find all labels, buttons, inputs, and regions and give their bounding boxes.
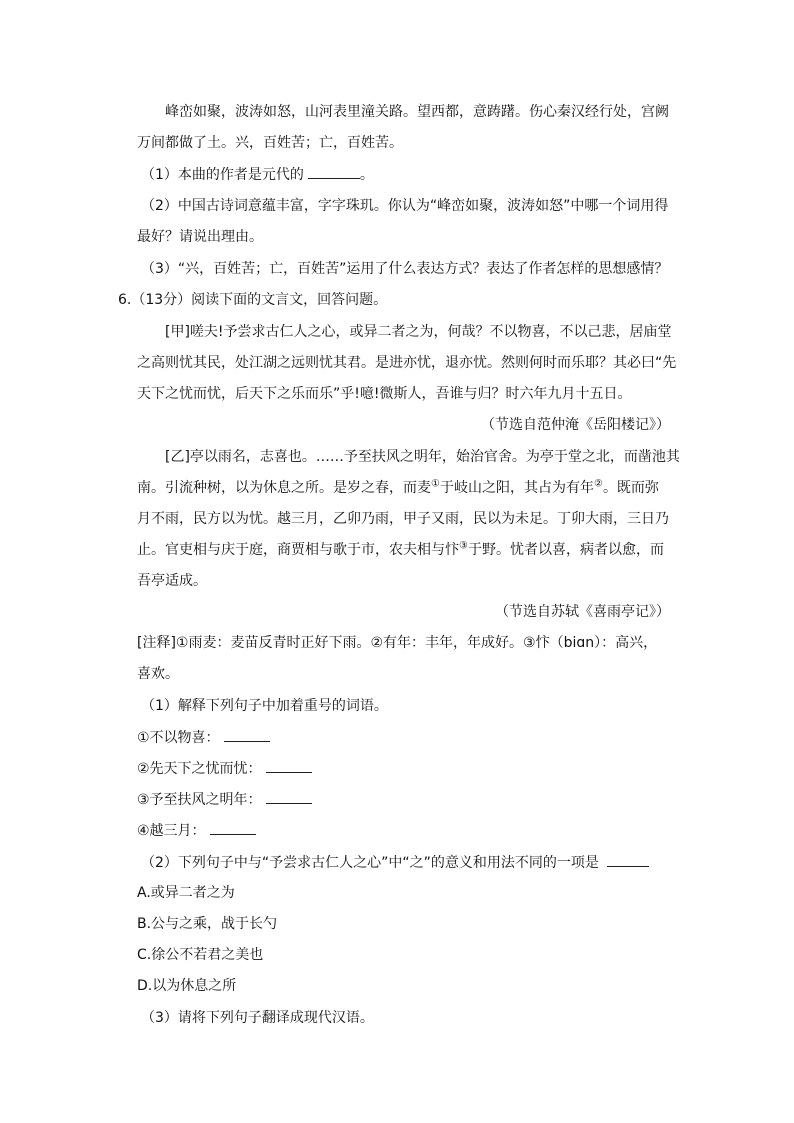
answer-blank [308,164,360,179]
answer-blank [210,820,256,835]
answer-blank [607,852,649,867]
q5-sub2-line: （2）中国古诗词意蕴丰富，字字珠玑。你认为“峰峦如聚，波涛如怒”中哪一个词用得 [141,198,669,214]
item-text: ②先天下之忧而忧： [137,761,262,777]
list-item [137,727,270,748]
passage-yi-text: 止。官吏相与庆于庭，商贾相与歌于市，农夫相与忭 [137,542,459,558]
answer-blank [266,758,312,773]
q6-sub2-text: （2）下列句子中与“予尝求古仁人之心”中“之”的意义和用法不同的一项是 [141,855,599,871]
notes-line: [注释]①雨麦：麦苗反青时正好下雨。②有年：丰年，年成好。③忭（biɑn）：高兴， [137,635,658,651]
list-item [137,789,312,810]
q6-sub1: （1）解释下列句子中加着重号的词语。 [141,698,388,714]
passage-jia-source: （节选自范仲淹《岳阳楼记》） [481,417,670,433]
footnote-marker: ② [593,478,603,490]
item-text: ③予至扶风之明年： [137,792,262,808]
passage-yi-text: 南。引流种树，以为休息之所。是岁之春，而麦 [137,480,431,496]
passage-jia-line: 之高则忧其民，处江湖之远则忧其君。是进亦忧，退亦忧。然则何时而乐耶？其必曰“先 [137,355,677,371]
passage-jia-line: [甲]嗟夫!予尝求古仁人之心，或异二者之为，何哉？不以物喜，不以己悲，居庙堂 [165,324,672,340]
passage-yi-line: 吾亭适成。 [137,573,207,589]
passage-yi-line [137,540,664,560]
passage-yi-text: 于野。忧者以喜，病者以愈，而 [467,542,664,558]
q6-header: 6.（13分）阅读下面的文言文，回答问题。 [118,292,388,308]
poem-line: 万间都做了土。兴，百姓苦；亡，百姓苦。 [137,135,403,151]
q6-sub3: （3）请将下列句子翻译成现代汉语。 [141,1010,374,1026]
passage-jia-line: 天下之忧而忧，后天下之乐而乐”乎!噫!微斯人，吾谁与归？时六年九月十五日。 [137,386,632,402]
footnote-marker: ① [431,478,440,490]
list-item [137,820,256,841]
q5-sub1-end: 。 [359,167,374,183]
passage-yi-line [137,478,659,498]
footnote-marker: ③ [459,540,468,552]
answer-blank [266,789,312,804]
poem-line: 峰峦如聚，波涛如怒，山河表里潼关路。望西都，意踌躇。伤心秦汉经行处，宫阙 [165,104,669,120]
q5-sub2-line: 最好？请说出理由。 [137,229,263,245]
passage-yi-source: （节选自苏轼《喜雨亭记》） [495,604,670,620]
q5-sub3: （3）“兴，百姓苦；亡，百姓苦”运用了什么表达方式？表达了作者怎样的思想感情？ [141,261,669,277]
notes-line: 喜欢。 [137,666,179,682]
q6-sub2 [141,852,649,873]
passage-yi-text: 于岐山之阳，其占为有年 [439,480,594,496]
item-text: ④越三月： [137,823,206,839]
item-text: ①不以物喜： [137,730,220,746]
q5-sub1-text: （1）本曲的作者是元代的 [141,167,304,183]
passage-yi-line: 月不雨，民方以为忧。越三月，乙卯乃雨，甲子又雨，民以为未足。丁卯大雨，三日乃 [137,511,669,527]
answer-blank [224,727,270,742]
option-item: C.徐公不若君之美也 [137,947,264,963]
passage-yi-line: [乙]亭以雨名，志喜也。……予至扶风之明年，始治官舍。为亭于堂之北，而凿池其 [165,449,680,465]
option-item: B.公与之乘，战于长勺 [137,916,278,932]
option-item: D.以为休息之所 [137,978,237,994]
list-item [137,758,312,779]
q5-sub1 [141,164,374,185]
passage-yi-text: 。既而弥 [602,480,659,496]
option-item: A.或异二者之为 [137,885,235,901]
